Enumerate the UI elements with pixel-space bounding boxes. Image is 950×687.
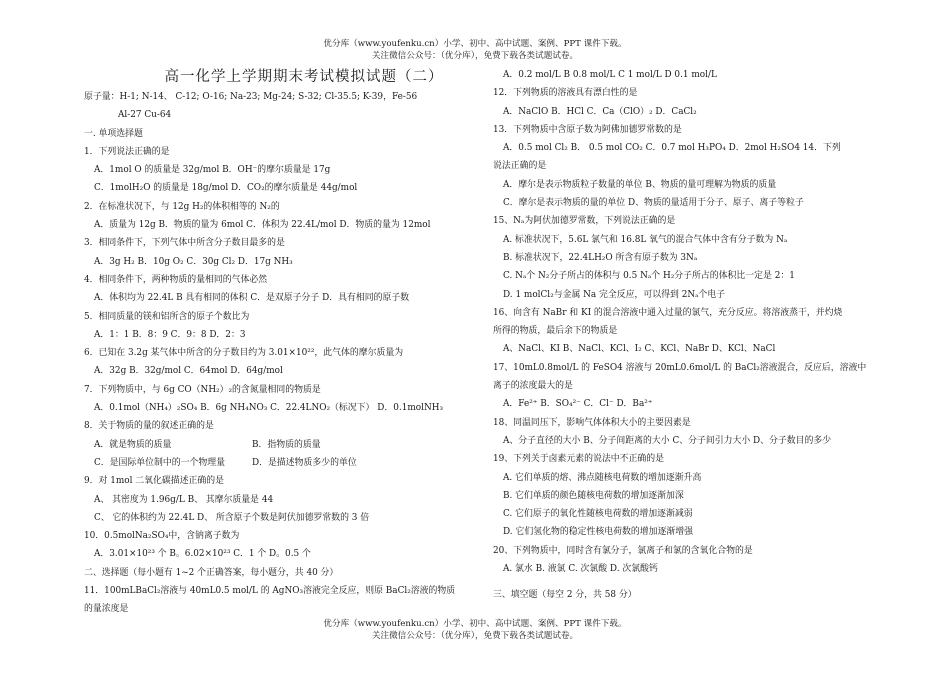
footer-line-2: 关注微信公众号：（优分库），免费下载各类试题试卷。	[371, 631, 579, 641]
page-header	[0, 38, 950, 62]
question-11: 11．100mLBaCl₂溶液与 40mL0.5 mol/L 的 AgNO₃溶液完全反应，则原 BaCl₂溶液的物质	[84, 586, 456, 597]
question-1: 1．下列说法正确的是	[84, 146, 170, 157]
question-5-options: A．1：1 B．8：9 C．9：8 D．2：3	[94, 329, 246, 340]
question-17: 17、10mL0.8mol/L 的 FeSO4 溶液与 20mL0.6mol/L 的 BaCl₂溶液混合，反应后，溶液中	[493, 362, 867, 373]
right-column	[493, 66, 883, 605]
question-20: 20、下列物质中，同时含有氯分子，氯离子和氯的含氧化合物的是	[493, 545, 753, 556]
exam-title: 高一化学上学期期末考试模拟试题（二）	[164, 69, 444, 85]
question-15-option-c: C. Nₐ个 N₂分子所占的体积与 0.5 Nₐ个 H₂分子所占的体积比一定是 2：1	[503, 271, 795, 282]
question-9: 9．对 1mol 二氧化碳描述正确的是	[84, 476, 225, 487]
question-1-options-cd: C．1molH₂O 的质量是 18g/mol D．CO₂的摩尔质量是 44g/mol	[94, 183, 358, 194]
question-16-options: A、NaCl、KI B、NaCl、KCl、I₂ C、KCl、NaBr D、KCl、NaCl	[503, 344, 776, 355]
footer-line-1: 优分库（www.youfenku.cn）小学、初中、高中试题、案例、PPT 课件下载。	[323, 619, 627, 629]
atomic-mass-line-2: Al-27 Cu-64	[118, 110, 172, 121]
question-15: 15、Nₐ为阿伏加德罗常数，下列说法正确的是	[493, 216, 676, 227]
question-7: 7．下列物质中，与 6g CO（NH₂）₂的含氮量相同的物质是	[84, 384, 321, 395]
left-column	[84, 66, 484, 619]
question-3: 3．相同条件下，下列气体中所含分子数目最多的是	[84, 238, 285, 249]
question-17-continued: 离子的浓度最大的是	[493, 381, 573, 392]
question-8-options-cd	[84, 454, 484, 472]
spacer	[493, 578, 883, 586]
section-heading: 一. 单项选择题	[84, 128, 143, 139]
question-13-options: A．0.5 mol Cl₂ B． 0.5 mol CO₂ C．0.7 mol H₃PO₄ D．2mol H₂SO4 14．下列	[503, 143, 841, 154]
question-12-options: A．NaClO B．HCl C．Ca（ClO）₂ D．CaCl₂	[503, 106, 697, 117]
header-line-1: 优分库（www.youfenku.cn）小学、初中、高中试题、案例、PPT 课件下载。	[323, 39, 627, 49]
question-9-options-cd: C、 它的体积约为 22.4L D、 所含原子个数是阿伏加德罗常数的 3 倍	[94, 512, 370, 523]
question-8-option-c: C．是国际单位制中的一个物理量	[94, 457, 226, 468]
question-8-option-b: B．指物质的质量	[252, 439, 321, 450]
question-19-option-c: C. 它们原子的氧化性随核电荷数的增加逐渐减弱	[503, 509, 693, 520]
question-7-options: A．0.1mol（NH₄）₂SO₄ B．6g NH₄NO₃ C．22.4LNO₂（标况下） D．0.1molNH₃	[94, 403, 444, 414]
atomic-mass-line: 原子量：H-1; N-14、 C-12; O-16; Na-23; Mg-24; S-32; Cl-35.5; K-39，Fe-56	[84, 92, 418, 102]
question-19-option-a: A. 它们单质的熔、沸点随核电荷数的增加逐渐升高	[503, 472, 702, 483]
question-11-continued: 的量浓度是	[84, 604, 129, 615]
question-8-option-d: D．是描述物质多少的单位	[252, 457, 357, 468]
question-15-option-a: A. 标准状况下，5.6L 氯气和 16.8L 氧气的混合气体中含有分子数为 Nₐ	[503, 234, 788, 245]
question-16-continued: 所得的物质，最后余下的物质是	[493, 326, 618, 337]
page-footer	[0, 618, 950, 642]
question-14-options-ab: A．摩尔是表示物质粒子数量的单位 B、物质的量可理解为物质的质量	[503, 179, 777, 190]
question-17-options: A．Fe²⁺ B．SO₄²⁻ C．Cl⁻ D．Ba²⁺	[503, 399, 653, 410]
question-10: 10．0.5molNa₂SO₄中，含钠离子数为	[84, 531, 240, 542]
question-3-options: A．3g H₂ B．10g O₂ C．30g Cl₂ D．17g NH₃	[94, 256, 293, 267]
question-1-options-ab: A．1mol O 的质量是 32g/mol B．OH⁻的摩尔质量是 17g	[94, 165, 331, 176]
question-18: 18、同温同压下，影响气体体积大小的主要因素是	[493, 417, 691, 428]
question-14-continued: 说法正确的是	[493, 161, 547, 172]
question-18-options: A、分子直径的大小 B、分子间距离的大小 C、分子间引力大小 D、分子数目的多少	[503, 435, 832, 446]
question-12: 12．下列物质的溶液具有漂白性的是	[493, 88, 638, 99]
question-8-option-a: A．就是物质的质量	[94, 439, 172, 450]
question-19: 19、下列关于卤素元素的说法中不正确的是	[493, 454, 665, 465]
question-15-option-b: B. 标准状况下，22.4LH₂O 所含有原子数为 3Nₐ	[503, 252, 698, 263]
question-19-option-d: D. 它们氢化物的稳定性核电荷数的增加逐渐增强	[503, 527, 693, 538]
question-8: 8．关于物质的量的叙述正确的是	[84, 421, 214, 432]
question-6-options: A．32g B．32g/mol C．64mol D．64g/mol	[94, 366, 283, 377]
question-8-options-ab	[84, 436, 484, 454]
section-heading-3: 三、填空题（每空 2 分，共 58 分）	[493, 590, 637, 601]
question-16: 16、向含有 NaBr 和 KI 的混合溶液中通入过量的氯气，充分反应。将溶液蒸干，并灼烧	[493, 307, 843, 318]
question-14-options-cd: C．摩尔是表示物质的量的单位 D、物质的量适用于分子、原子、离子等粒子	[503, 198, 804, 209]
question-13: 13．下列物质中含原子数为阿佛加德罗常数的是	[493, 124, 682, 135]
question-4-options: A．体积均为 22.4L B 具有相同的体积 C．是双原子分子 D．具有相同的原子数	[94, 293, 410, 304]
question-9-options-ab: A、 其密度为 1.96g/L B、 其摩尔质量是 44	[94, 494, 274, 505]
question-19-option-b: B. 它们单质的颜色随核电荷数的增加逐渐加深	[503, 490, 684, 501]
question-5: 5．相同质量的镁和铝所含的原子个数比为	[84, 311, 250, 322]
question-6: 6．已知在 3.2g 某气体中所含的分子数目约为 3.01×10²²，此气体的摩尔质量为	[84, 348, 404, 359]
question-15-option-d: D. 1 molCl₂与金属 Na 完全反应，可以得到 2Nₐ个电子	[503, 289, 726, 300]
question-10-options: A．3.01×10²³ 个 B。6.02×10²³ C．1 个 D。0.5 个	[94, 549, 311, 560]
question-2-options: A．质量为 12g B．物质的量为 6mol C．体积为 22.4L/mol D．物质的量为 12mol	[94, 220, 431, 231]
header-line-2: 关注微信公众号：（优分库），免费下载各类试题试卷。	[371, 51, 579, 61]
question-4: 4．相同条件下，两种物质的量相同的气体必然	[84, 274, 268, 285]
question-20-options: A. 氯水 B. 液氯 C. 次氯酸 D. 次氯酸钙	[503, 564, 658, 575]
question-2: 2．在标准状况下，与 12g H₂的体积相等的 N₂的	[84, 201, 280, 212]
question-11-options: A．0.2 mol/L B 0.8 mol/L C 1 mol/L D 0.1 mol/L	[503, 70, 717, 80]
section-heading-2: 二、选择题（每小题有 1~2 个正确答案，每小题分，共 40 分）	[84, 567, 339, 578]
